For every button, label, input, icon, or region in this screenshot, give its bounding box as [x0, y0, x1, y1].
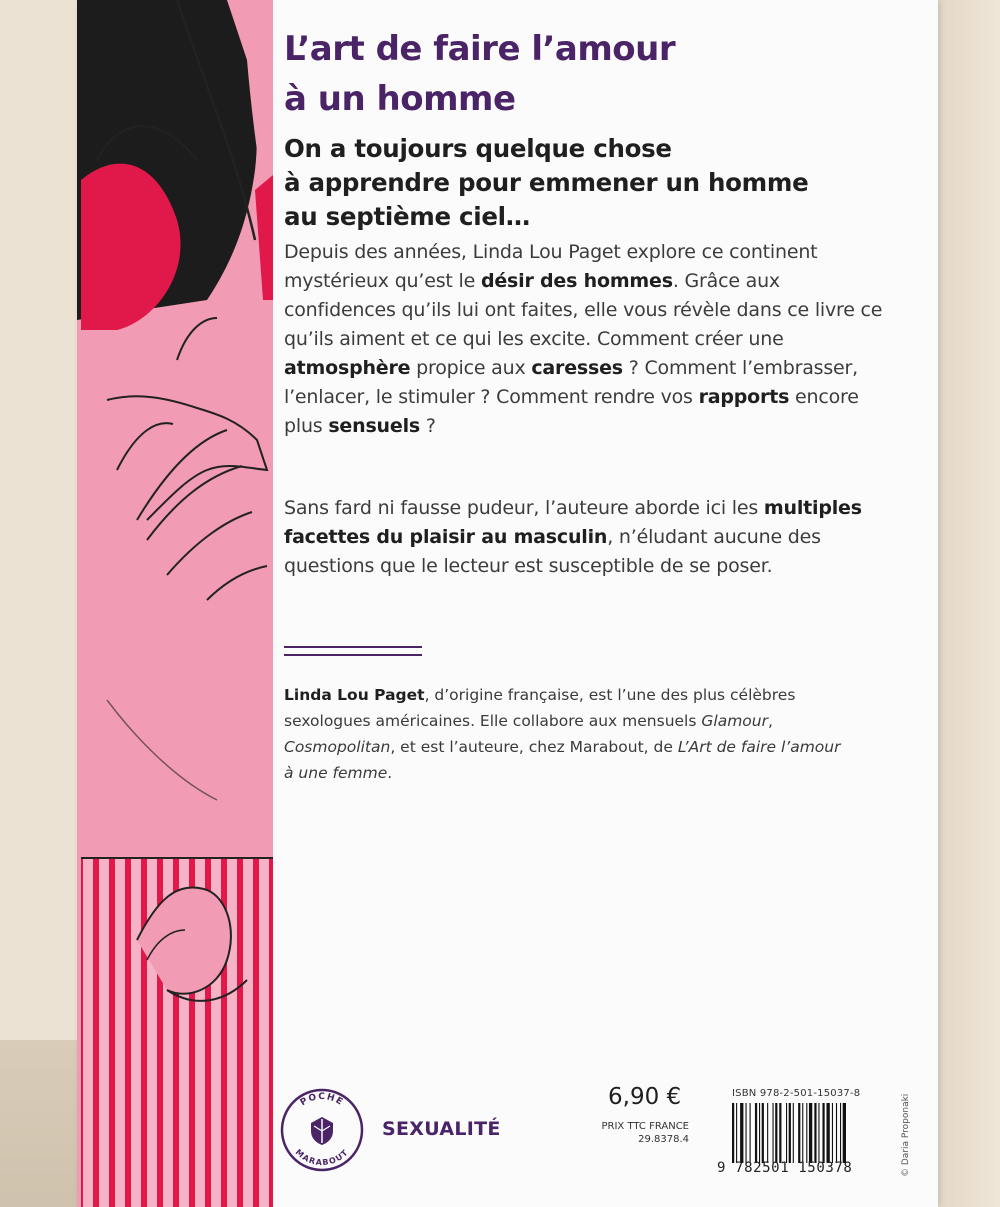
text-segment: , et est l’auteure, chez Marabout, de	[390, 738, 678, 756]
tagline-line-1: On a toujours quelque chose	[284, 134, 672, 163]
tagline	[284, 132, 884, 234]
description-paragraph-1	[284, 238, 884, 441]
logo-top-text: POCHE	[298, 1091, 346, 1109]
price-code: 29.8378.4	[638, 1134, 689, 1145]
tagline-line-3: au septième ciel…	[284, 202, 530, 231]
price-amount: 6,90 €	[608, 1084, 682, 1110]
emphasis-segment: caresses	[531, 357, 623, 379]
text-block	[284, 24, 884, 577]
emphasis-segment: rapports	[698, 386, 790, 408]
magazine-title: Glamour	[701, 712, 768, 730]
text-segment: Sans fard ni fausse pudeur, l’auteure aborde ici les	[284, 497, 764, 519]
logo-bottom-text: MARABOUT	[293, 1147, 351, 1168]
divider-line-top	[284, 646, 422, 648]
emphasis-segment: atmosphère	[284, 357, 411, 379]
barcode	[730, 1103, 890, 1163]
text-segment: ? Comment l’embrasser, l’enlacer, le stimuler ? Comment rendre vos	[284, 357, 858, 408]
description-paragraph-2	[284, 494, 884, 581]
text-segment: propice aux	[410, 357, 532, 379]
backdrop-shadow	[0, 1040, 80, 1207]
illustration-credit: © Daria Proponaki	[901, 1093, 911, 1177]
price-label-text: PRIX TTC FRANCE	[601, 1121, 689, 1132]
emphasis-segment: désir des hommes	[480, 270, 673, 292]
book-back-cover	[77, 0, 938, 1207]
title-line-2: à un homme	[284, 79, 516, 119]
title-line-1: L’art de faire l’amour	[284, 29, 676, 69]
text-segment: ?	[420, 415, 436, 437]
text-segment: ,	[767, 712, 773, 730]
text-segment: .	[387, 764, 393, 782]
text-segment: , d’origine française, est l’une des plus célèbres sexologues américaines. Elle collabore aux mensuels	[284, 686, 796, 730]
price-label	[571, 1120, 689, 1146]
cover-illustration	[77, 0, 273, 1207]
category-label: SEXUALITÉ	[382, 1118, 501, 1140]
text-segment: encore plus	[284, 386, 859, 437]
magazine-title: Cosmopolitan	[284, 738, 391, 756]
isbn-text: ISBN 978-2-501-15037-8	[732, 1088, 861, 1099]
text-segment: . Grâce aux confidences qu’ils lui ont faites, elle vous révèle dans ce livre ce qu’ils aiment et ce qui les excite. Comment créer une	[284, 270, 883, 350]
text-segment: Depuis des années, Linda Lou Paget explore ce continent mystérieux qu’est le	[284, 241, 818, 292]
divider-line-bottom	[284, 654, 422, 656]
emphasis-segment: multiples facettes du plaisir au masculin	[284, 497, 862, 548]
tagline-line-2: à apprendre pour emmener un homme	[284, 168, 809, 197]
book-title	[284, 24, 884, 124]
poche-marabout-logo	[277, 1085, 367, 1175]
emphasis-segment: sensuels	[328, 415, 420, 437]
author-bio	[284, 682, 844, 786]
barcode-digits: 9 782501 150378	[717, 1160, 853, 1176]
book-reference: L’Art de faire l’amour à une femme	[284, 738, 841, 782]
backdrop-right	[938, 0, 1000, 1207]
author-name: Linda Lou Paget	[284, 686, 425, 704]
text-segment: , n’éludant aucune des questions que le lecteur est susceptible de se poser.	[284, 526, 821, 577]
